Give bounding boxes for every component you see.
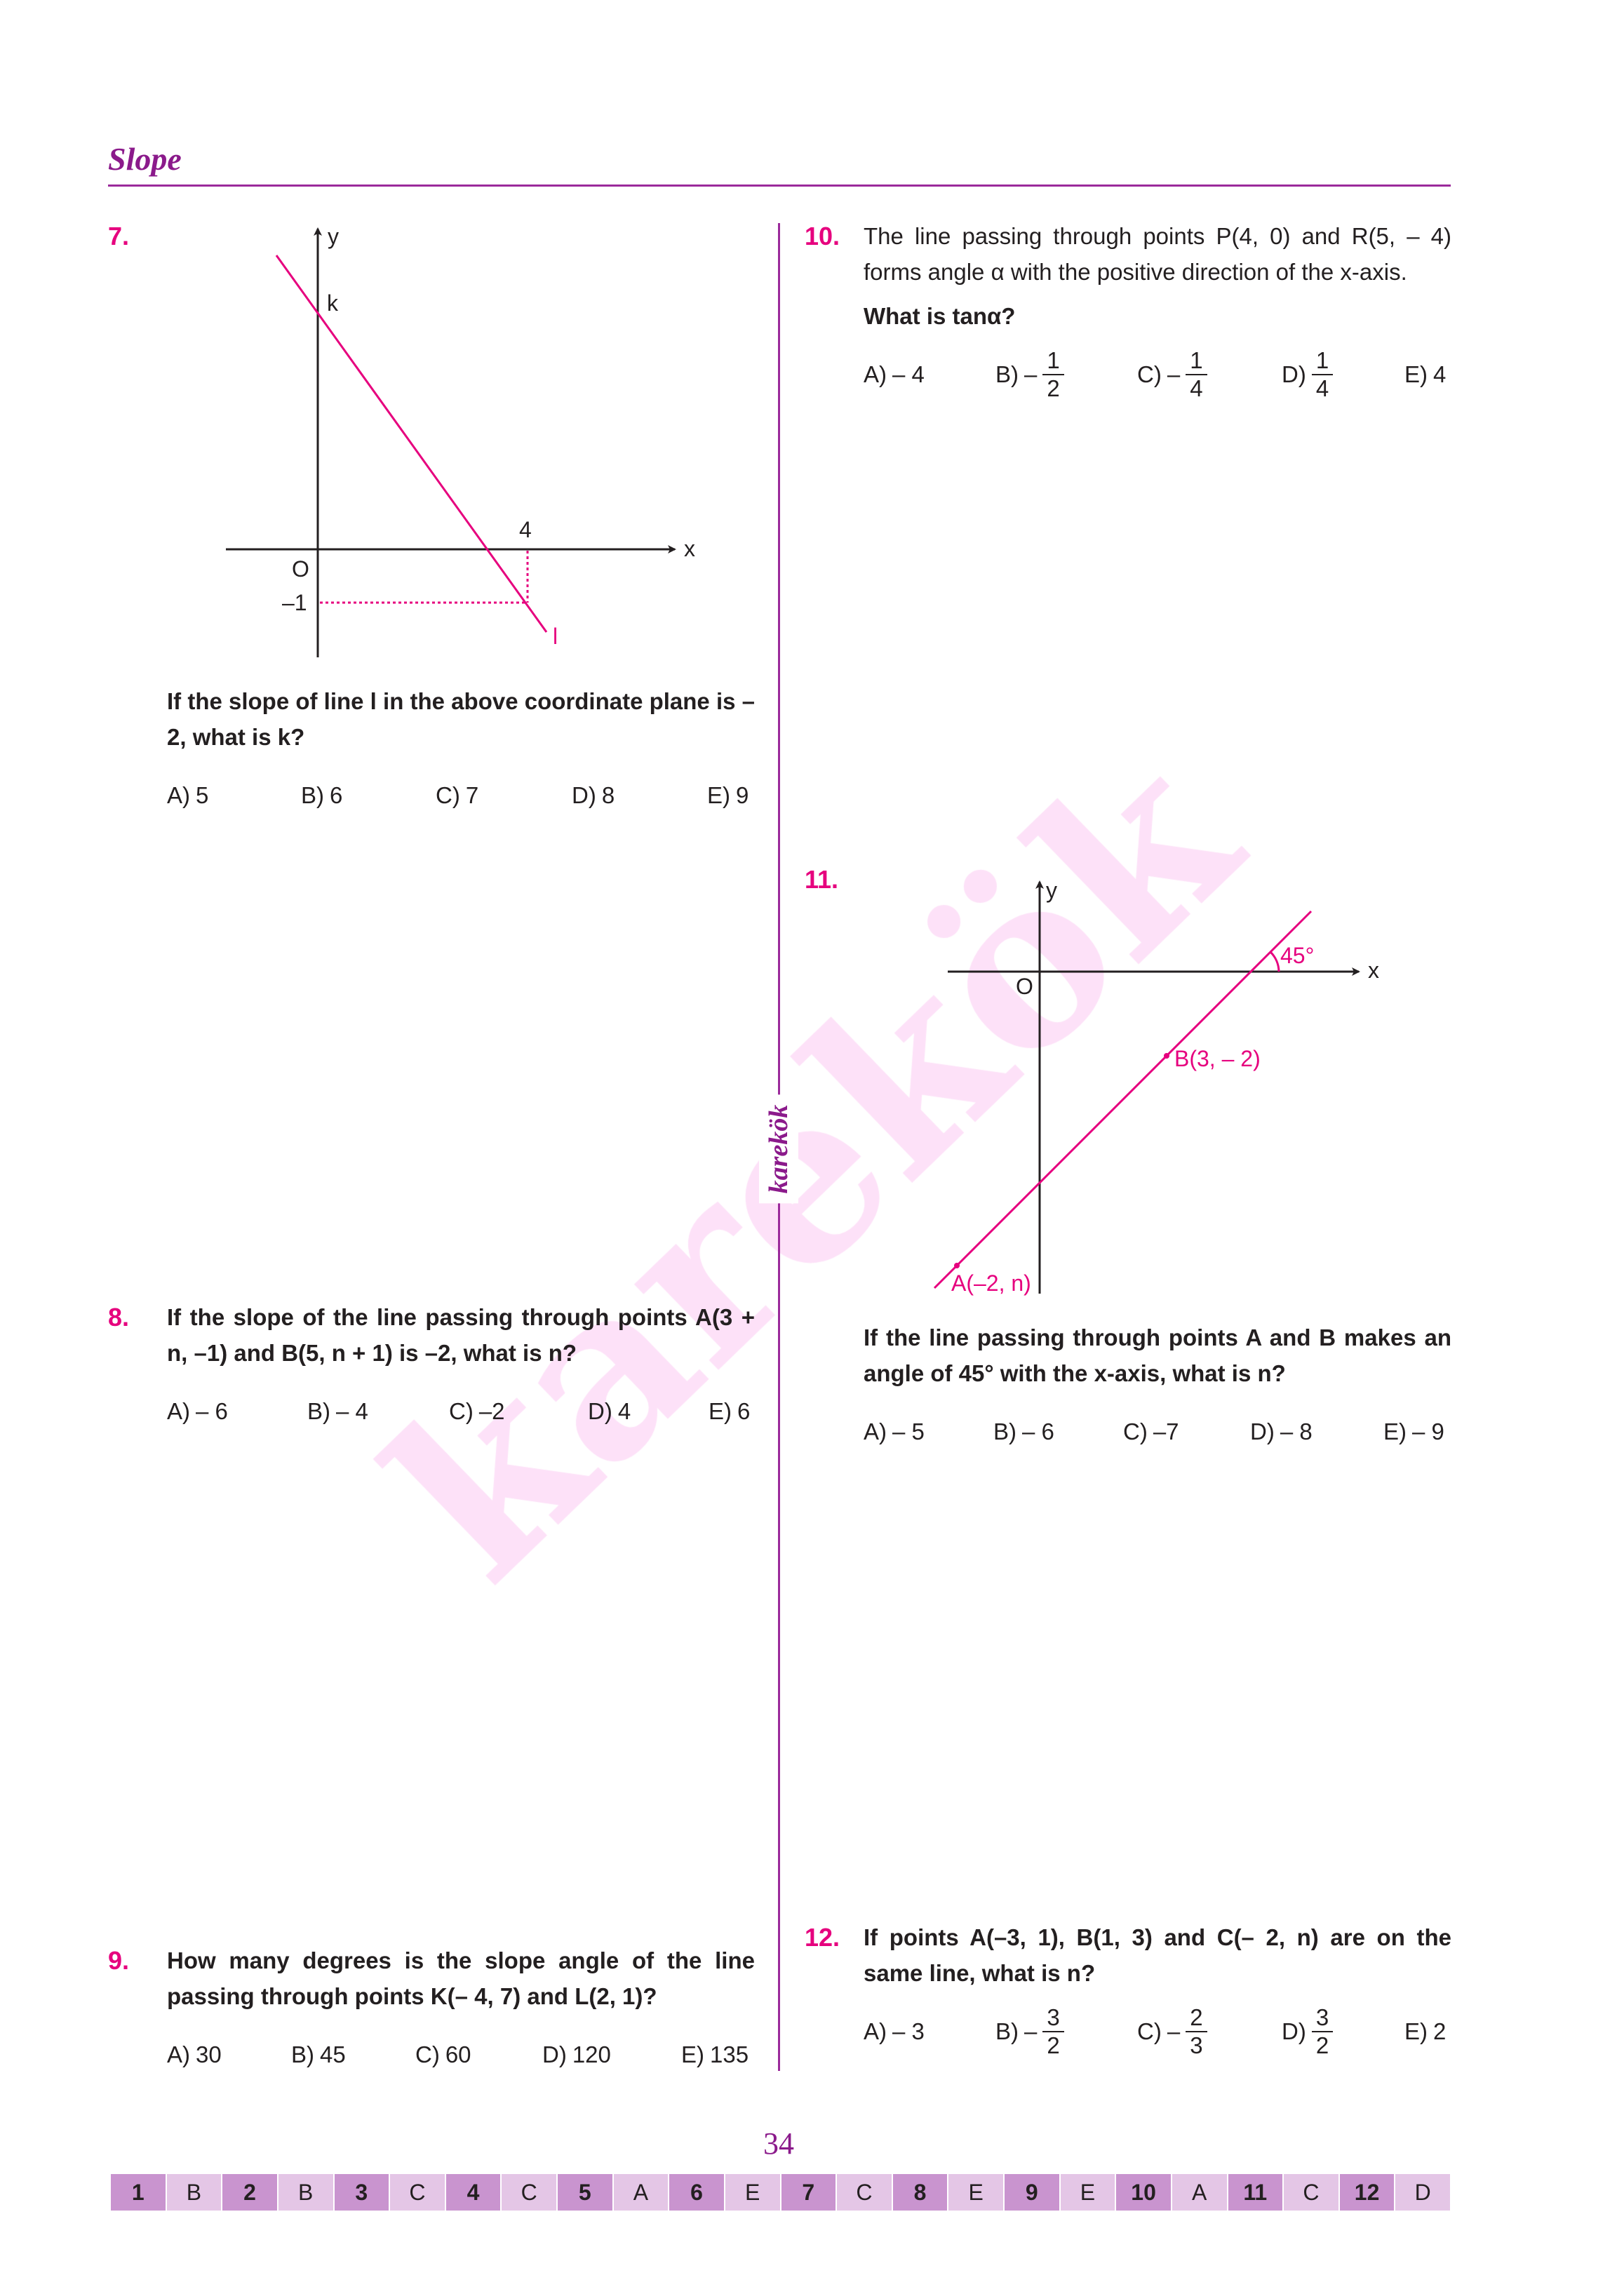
q11-point-a-label: A(–2, n) [951, 1270, 1031, 1296]
fraction-numerator: 3 [1042, 2004, 1063, 2032]
q9-options [167, 2027, 755, 2083]
q11-x-label: x [1368, 958, 1379, 983]
option-label: B) [995, 2018, 1019, 2044]
answer-key-answer: D [1395, 2174, 1451, 2211]
fraction-numerator: 2 [1186, 2004, 1207, 2032]
option-value: 5 [196, 782, 209, 808]
option-d [1282, 347, 1333, 403]
option-label: A) [167, 1398, 190, 1424]
answer-key-question: 12 [1340, 2174, 1396, 2211]
q11-y-label: y [1046, 878, 1057, 903]
q11-point-a [954, 1263, 960, 1268]
option-label: E) [1383, 1419, 1407, 1444]
option-c [436, 780, 478, 811]
q8-options [167, 1383, 755, 1440]
side-label: karekök [759, 1095, 798, 1204]
option-value: 6 [737, 1398, 751, 1424]
q8-number: 8. [108, 1303, 130, 1332]
answer-key [111, 2174, 1451, 2211]
fraction-denominator: 2 [1047, 2032, 1060, 2058]
option-value: 2 [1433, 2018, 1447, 2044]
option-c [415, 2039, 471, 2070]
fraction-denominator: 4 [1190, 375, 1203, 401]
option-label: C) [1137, 2018, 1162, 2044]
option-fraction [1312, 347, 1333, 402]
answer-key-question: 9 [1005, 2174, 1061, 2211]
answer-key-question: 4 [446, 2174, 502, 2211]
answer-key-answer: A [1172, 2174, 1228, 2211]
option-label: B) [307, 1398, 330, 1424]
q11-number: 11. [805, 865, 839, 894]
q11-options [864, 1404, 1451, 1460]
option-value: – 6 [196, 1398, 228, 1424]
answer-key-question: 1 [111, 2174, 167, 2211]
q11-angle-label: 45° [1280, 943, 1315, 968]
q12-text: If points A(–3, 1), B(1, 3) and C(– 2, n) are on the same line, what is n? [864, 1924, 1451, 1986]
q7-y-label: y [328, 224, 339, 249]
option-value: – 6 [1022, 1419, 1054, 1444]
option-value: – 3 [892, 2018, 925, 2044]
option-value: – 4 [892, 361, 925, 387]
option-a [167, 1396, 228, 1427]
option-fraction [1186, 2004, 1207, 2059]
option-e [1383, 1416, 1444, 1447]
option-label: C) [1123, 1419, 1148, 1444]
option-label: D) [542, 2041, 567, 2067]
option-value: 135 [710, 2041, 749, 2067]
answer-key-question: 2 [222, 2174, 279, 2211]
option-value: – 4 [336, 1398, 368, 1424]
option-value: 4 [1433, 361, 1447, 387]
answer-key-question: 11 [1228, 2174, 1284, 2211]
option-value: 120 [572, 2041, 611, 2067]
q7-x-label: x [684, 536, 695, 561]
fraction-numerator: 1 [1312, 347, 1333, 375]
option-b [993, 1416, 1054, 1447]
fraction-denominator: 2 [1315, 2032, 1329, 2058]
answer-key-question: 8 [893, 2174, 949, 2211]
fraction-numerator: 1 [1186, 347, 1207, 375]
option-label: A) [167, 782, 190, 808]
page-number: 34 [763, 2126, 794, 2161]
option-c [449, 1396, 505, 1427]
option-label: B) [995, 361, 1019, 387]
q11-diagram [934, 878, 1379, 1296]
option-c [1137, 2004, 1207, 2060]
option-value: 60 [445, 2041, 471, 2067]
q12-block [864, 1919, 1451, 2060]
option-sign: – [1167, 361, 1181, 387]
option-b [307, 1396, 368, 1427]
q8-block [167, 1299, 755, 1440]
option-label: E) [1404, 361, 1428, 387]
option-b [291, 2039, 346, 2070]
option-a [864, 359, 925, 390]
q9-text: How many degrees is the slope angle of the line passing through points K(– 4, 7) and L(2, 1)? [167, 1947, 755, 2009]
q9-number: 9. [108, 1946, 130, 1975]
option-a [167, 780, 208, 811]
answer-key-question: 6 [669, 2174, 725, 2211]
answer-key-answer: E [725, 2174, 781, 2211]
option-label: E) [681, 2041, 704, 2067]
option-label: D) [1250, 1419, 1275, 1444]
fraction-numerator: 1 [1042, 347, 1063, 375]
answer-key-answer: A [614, 2174, 670, 2211]
option-value: –7 [1153, 1419, 1179, 1444]
option-a [167, 2039, 222, 2070]
q11-block [864, 1320, 1451, 1460]
answer-key-answer: C [1284, 2174, 1340, 2211]
option-b [995, 2004, 1064, 2060]
q11-angle-arc [1270, 952, 1279, 972]
option-d [542, 2039, 611, 2070]
option-label: D) [1282, 361, 1306, 387]
q9-block [167, 1943, 755, 2083]
option-d [1282, 2004, 1333, 2060]
q8-text: If the slope of the line passing through points A(3 + n, –1) and B(5, n + 1) is –2, what is n? [167, 1304, 755, 1366]
option-sign: – [1024, 2018, 1038, 2044]
option-label: A) [167, 2041, 190, 2067]
option-label: E) [1404, 2018, 1428, 2044]
q10-options [864, 347, 1451, 403]
q12-number: 12. [805, 1923, 840, 1952]
option-b [995, 347, 1064, 403]
q7-number: 7. [108, 222, 130, 250]
option-value: 6 [330, 782, 343, 808]
option-value: – 8 [1280, 1419, 1313, 1444]
option-value: 7 [465, 782, 479, 808]
option-value: – 9 [1412, 1419, 1444, 1444]
answer-key-answer: E [948, 2174, 1005, 2211]
option-value: 9 [736, 782, 749, 808]
q10-text: The line passing through points P(4, 0) and R(5, – 4) forms angle α with the positive direction of the x-axis. [864, 223, 1451, 285]
option-sign: – [1024, 361, 1038, 387]
option-label: C) [1137, 361, 1162, 387]
option-sign: – [1167, 2018, 1181, 2044]
option-value: 30 [196, 2041, 222, 2067]
q7-4-label: 4 [519, 517, 532, 542]
option-label: C) [415, 2041, 440, 2067]
q10-block [864, 218, 1451, 403]
q7-origin-label: O [292, 556, 309, 582]
option-a [864, 2016, 925, 2047]
answer-key-question: 7 [781, 2174, 838, 2211]
option-fraction [1042, 347, 1063, 402]
option-label: B) [993, 1419, 1016, 1444]
option-fraction [1186, 347, 1207, 402]
answer-key-answer: C [502, 2174, 558, 2211]
option-d [588, 1396, 631, 1427]
option-value: –2 [478, 1398, 505, 1424]
answer-key-answer: E [1061, 2174, 1117, 2211]
answer-key-question: 10 [1116, 2174, 1172, 2211]
q11-line-ab [934, 911, 1311, 1288]
option-label: D) [572, 782, 596, 808]
option-label: E) [707, 782, 730, 808]
option-fraction [1042, 2004, 1063, 2059]
answer-key-answer: C [837, 2174, 893, 2211]
option-d [1250, 1416, 1313, 1447]
fraction-numerator: 3 [1312, 2004, 1333, 2032]
answer-key-question: 5 [558, 2174, 614, 2211]
option-label: A) [864, 1419, 887, 1444]
q11-point-b-label: B(3, – 2) [1174, 1046, 1261, 1071]
q7-options [167, 767, 755, 824]
q7-line-label: l [553, 624, 558, 649]
option-a [864, 1416, 925, 1447]
q7-block [167, 683, 755, 824]
option-label: A) [864, 361, 887, 387]
option-label: B) [291, 2041, 314, 2067]
option-value: 45 [320, 2041, 346, 2067]
q10-question: What is tanα? [864, 303, 1016, 329]
option-label: D) [588, 1398, 612, 1424]
answer-key-answer: B [279, 2174, 335, 2211]
q11-text: If the line passing through points A and B makes an angle of 45° with the x-axis, what is n? [864, 1324, 1451, 1386]
option-value: 8 [601, 782, 615, 808]
q11-origin-label: O [1016, 974, 1033, 999]
option-value: 4 [617, 1398, 631, 1424]
option-e [707, 780, 749, 811]
q7-diagram [226, 224, 695, 657]
option-e [1404, 2016, 1446, 2047]
q7-k-label: k [327, 290, 338, 316]
option-label: E) [709, 1398, 732, 1424]
answer-key-question: 3 [335, 2174, 391, 2211]
q7-text: If the slope of line l in the above coordinate plane is –2, what is k? [167, 688, 755, 750]
option-label: C) [449, 1398, 474, 1424]
page-title: Slope [108, 141, 182, 177]
option-label: D) [1282, 2018, 1306, 2044]
fraction-denominator: 4 [1315, 375, 1329, 401]
answer-key-answer: B [167, 2174, 223, 2211]
option-e [681, 2039, 749, 2070]
q11-point-b [1164, 1053, 1169, 1059]
option-d [572, 780, 615, 811]
option-e [1404, 359, 1446, 390]
option-b [301, 780, 342, 811]
q10-number: 10. [805, 222, 840, 250]
option-c [1123, 1416, 1179, 1447]
option-value: – 5 [892, 1419, 925, 1444]
q7-minus-one-label: –1 [282, 590, 307, 615]
option-label: C) [436, 782, 460, 808]
option-label: B) [301, 782, 324, 808]
option-label: A) [864, 2018, 887, 2044]
option-c [1137, 347, 1207, 403]
fraction-denominator: 2 [1047, 375, 1060, 401]
fraction-denominator: 3 [1190, 2032, 1203, 2058]
option-fraction [1312, 2004, 1333, 2059]
answer-key-answer: C [390, 2174, 446, 2211]
option-e [709, 1396, 750, 1427]
q12-options [864, 2004, 1451, 2060]
